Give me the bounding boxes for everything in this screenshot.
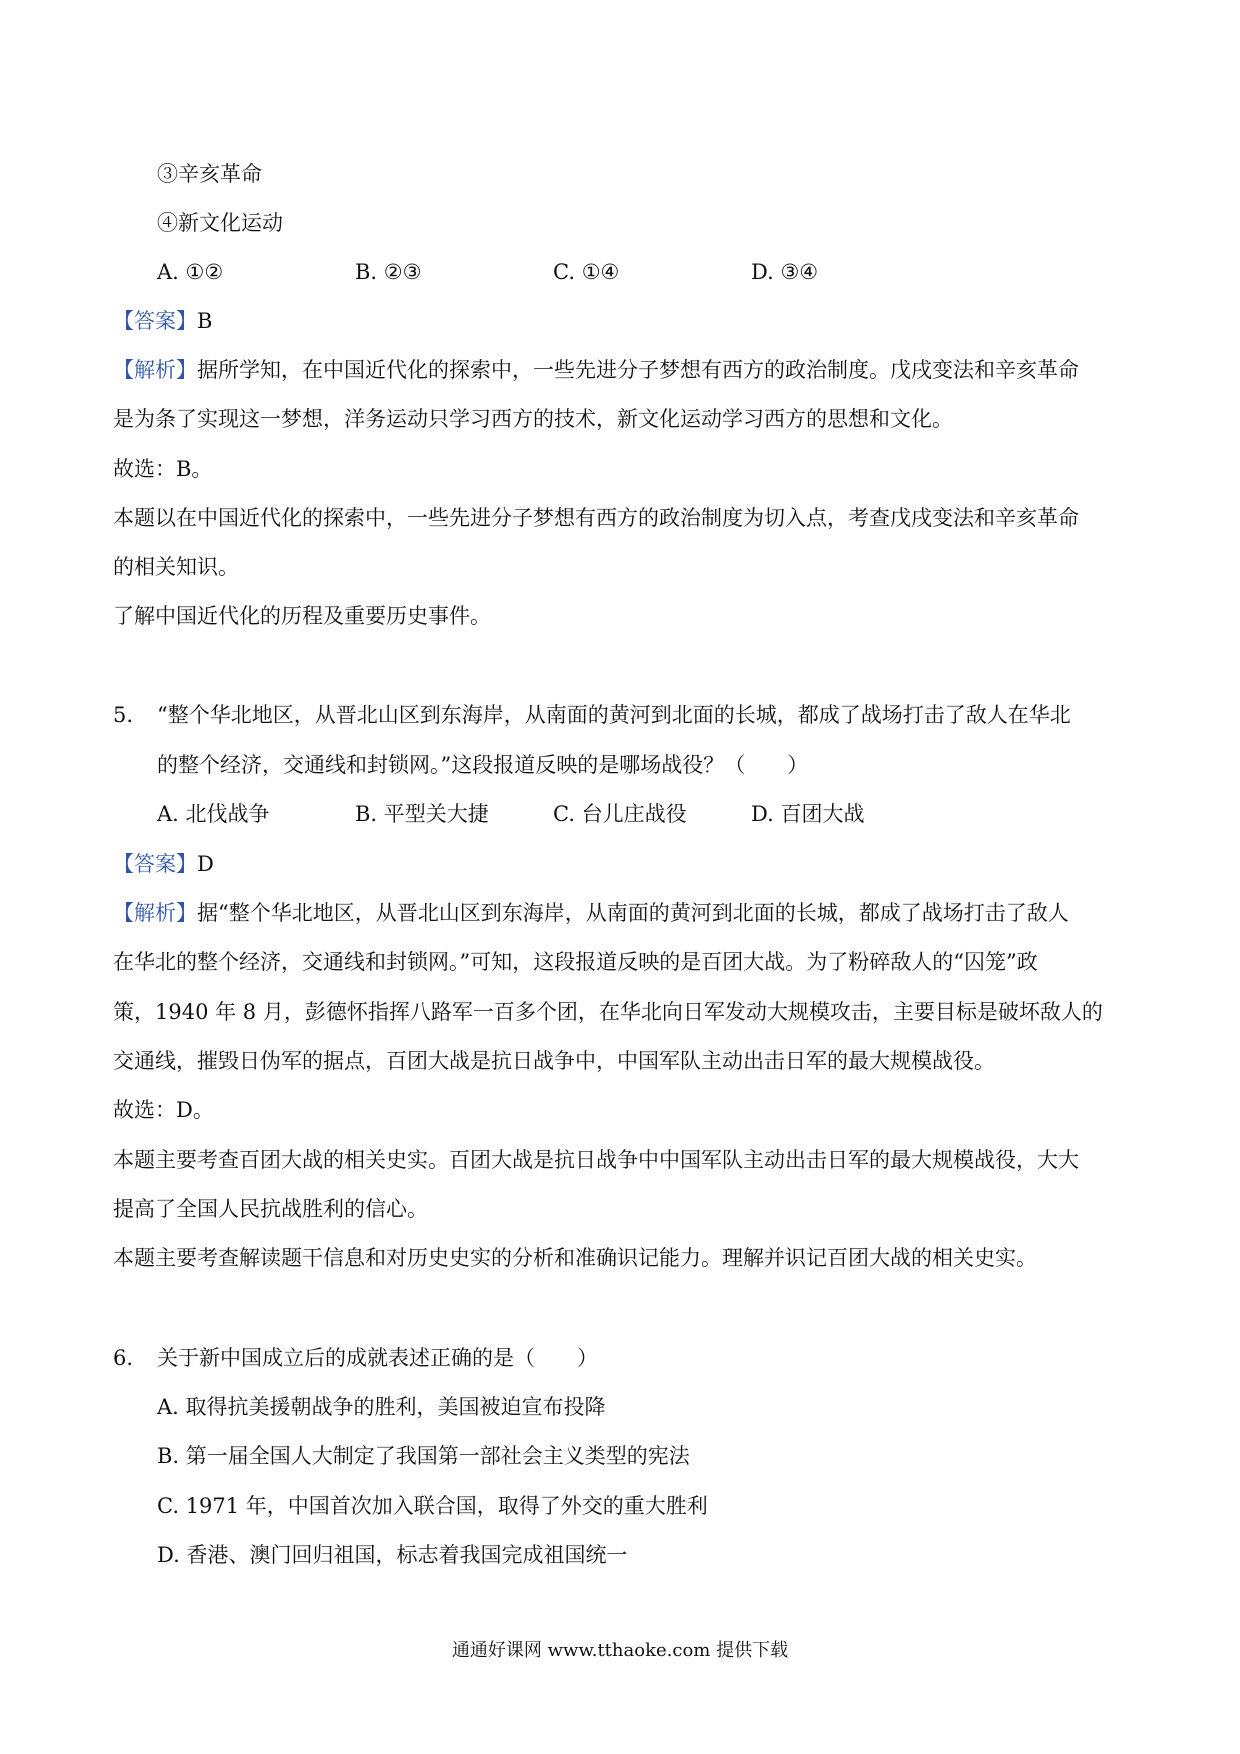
option-text: 平型关大捷 bbox=[383, 802, 489, 826]
q5-option-a bbox=[157, 799, 270, 829]
q5-analysis-line-2: 在华北的整个经济，交通线和封锁网。”可知，这段报道反映的是百团大战。为了粉碎敌人的“囚笼”政 bbox=[113, 950, 1038, 974]
option-text: 台儿庄战役 bbox=[581, 802, 687, 826]
q6-stem: 关于新中国成立后的成就表述正确的是（ ） bbox=[157, 1346, 598, 1370]
option-text: ①④ bbox=[581, 260, 620, 284]
option-text: ③④ bbox=[780, 260, 819, 284]
answer-value: B bbox=[197, 309, 213, 333]
option-text: 取得抗美援朝战争的胜利，美国被迫宣布投降 bbox=[185, 1395, 606, 1419]
answer-value: D bbox=[197, 852, 214, 876]
q5-answer bbox=[113, 849, 214, 879]
option-text: ①② bbox=[185, 260, 224, 284]
q4-note-line-1: 本题以在中国近代化的探索中，一些先进分子梦想有西方的政治制度为切入点，考查戊戌变法和辛亥革命 bbox=[113, 506, 1079, 530]
q4-item-3: ③辛亥革命 bbox=[157, 162, 262, 186]
q5-note-line-2: 提高了全国人民抗战胜利的信心。 bbox=[113, 1197, 428, 1221]
q6-option-c bbox=[157, 1491, 708, 1521]
q6-option-a bbox=[157, 1392, 606, 1422]
q5-analysis-line-1 bbox=[113, 898, 1069, 928]
q4-analysis-line-2: 是为条了实现这一梦想，洋务运动只学习西方的技术，新文化运动学习西方的思想和文化。 bbox=[113, 407, 953, 431]
q4-answer bbox=[113, 306, 212, 336]
option-text: 百团大战 bbox=[780, 802, 865, 826]
option-text: 香港、澳门回归祖国，标志着我国完成祖国统一 bbox=[186, 1543, 628, 1567]
q4-note-2: 了解中国近代化的历程及重要历史事件。 bbox=[113, 604, 491, 628]
q4-choose: 故选：B。 bbox=[113, 457, 213, 481]
q4-option-a bbox=[157, 257, 223, 287]
q4-option-d bbox=[751, 257, 818, 287]
q5-number: 5. bbox=[113, 703, 134, 727]
q5-choose: 故选：D。 bbox=[113, 1098, 214, 1122]
answer-tag: 【答案】 bbox=[113, 309, 197, 333]
q4-option-b bbox=[355, 257, 421, 287]
analysis-tag: 【解析】 bbox=[113, 901, 197, 925]
q5-option-b bbox=[355, 799, 489, 829]
q6-option-d bbox=[157, 1540, 627, 1570]
q4-option-c bbox=[553, 257, 619, 287]
q5-analysis-line-3: 策，1940 年 8 月，彭德怀指挥八路军一百多个团，在华北向日军发动大规模攻击，主要目标是破坏敌人的 bbox=[113, 1000, 1103, 1024]
analysis-text: 据所学知，在中国近代化的探索中，一些先进分子梦想有西方的政治制度。戊戌变法和辛亥革命 bbox=[197, 358, 1079, 382]
option-label: C. bbox=[553, 802, 575, 826]
q5-option-d bbox=[751, 799, 864, 829]
analysis-text: 据“整个华北地区，从晋北山区到东海岸，从南面的黄河到北面的长城，都成了战场打击了敌人 bbox=[197, 901, 1069, 925]
q5-stem-line-2: 的整个经济，交通线和封锁网。”这段报道反映的是哪场战役？（ ） bbox=[157, 753, 809, 777]
option-label: D. bbox=[157, 1543, 180, 1567]
option-label: C. bbox=[157, 1494, 179, 1518]
option-label: B. bbox=[157, 1444, 180, 1468]
option-label: C. bbox=[553, 260, 575, 284]
option-label: A. bbox=[157, 260, 179, 284]
option-label: A. bbox=[157, 802, 179, 826]
option-text: 1971 年，中国首次加入联合国，取得了外交的重大胜利 bbox=[185, 1494, 708, 1518]
option-text: 第一届全国人大制定了我国第一部社会主义类型的宪法 bbox=[185, 1444, 690, 1468]
analysis-tag: 【解析】 bbox=[113, 358, 197, 382]
q5-note-2: 本题主要考查解读题干信息和对历史史实的分析和准确识记能力。理解并识记百团大战的相关史实。 bbox=[113, 1246, 1037, 1270]
option-label: D. bbox=[751, 260, 774, 284]
option-label: D. bbox=[751, 802, 774, 826]
q5-note-line-1: 本题主要考查百团大战的相关史实。百团大战是抗日战争中中国军队主动出击日军的最大规模战役，大大 bbox=[113, 1148, 1079, 1172]
option-label: A. bbox=[157, 1395, 179, 1419]
q4-note-line-2: 的相关知识。 bbox=[113, 555, 239, 579]
q5-option-c bbox=[553, 799, 687, 829]
option-text: ②③ bbox=[383, 260, 422, 284]
option-text: 北伐战争 bbox=[185, 802, 270, 826]
q5-analysis-line-4: 交通线，摧毁日伪军的据点，百团大战是抗日战争中，中国军队主动出击日军的最大规模战役。 bbox=[113, 1049, 995, 1073]
option-label: B. bbox=[355, 260, 378, 284]
q5-stem-line-1: “整个华北地区，从晋北山区到东海岸，从南面的黄河到北面的长城，都成了战场打击了敌人在华北 bbox=[157, 703, 1071, 727]
page-footer: 通通好课网 www.tthaoke.com 提供下载 bbox=[451, 1640, 789, 1661]
q4-analysis-line-1 bbox=[113, 355, 1079, 385]
answer-tag: 【答案】 bbox=[113, 852, 197, 876]
option-label: B. bbox=[355, 802, 378, 826]
q6-option-b bbox=[157, 1441, 690, 1471]
q4-item-4: ④新文化运动 bbox=[157, 211, 283, 235]
q6-number: 6. bbox=[113, 1346, 134, 1370]
